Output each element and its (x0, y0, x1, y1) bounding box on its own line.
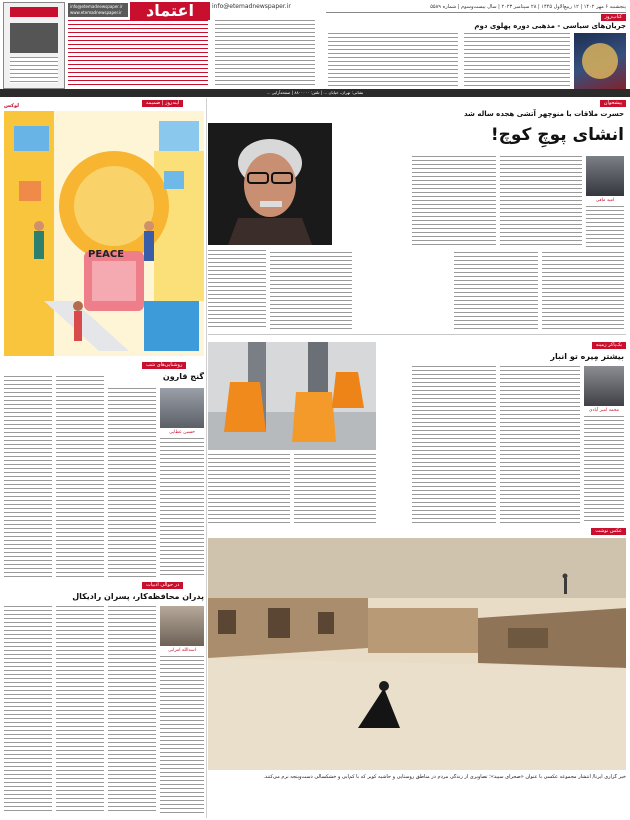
photo-story-caption: خبر گزاری ایرنا/ انتشار مجموعه عکسی با عنوان «صحرای سپید»؛ تصاویری از زندگی مردم در مناطق روستایی و حاشیه کویر که با کم‌آبی و خشکسالی دست‌وپنجه نرم می‌کنند. (263, 774, 626, 780)
lead-story-body (464, 33, 570, 87)
lead-story-col-2 (328, 33, 458, 87)
main-section-tag: پیشخوان (600, 100, 626, 107)
side-story-2-body-a (500, 366, 580, 524)
side-story-3-body-c (4, 606, 52, 814)
main-body-col-4 (542, 252, 624, 330)
main-author: امید مافی (595, 198, 615, 203)
side-story-3-body-d (160, 656, 204, 814)
lead-story-title[interactable]: جریان‌های سیاسی - مذهبی دوره پهلوی دوم (474, 22, 626, 30)
main-headline[interactable]: انشای پوچِ کوچ! (490, 125, 624, 145)
main-body-col-2 (586, 206, 624, 248)
side-story-1-author-photo (160, 388, 204, 428)
lead-story-tag: کتاب‌روز (601, 14, 626, 21)
masthead (0, 0, 630, 97)
side-story-3-headline[interactable]: پدران محافظه‌کار، پسران رادیکال (72, 592, 204, 601)
main-portrait-photo (208, 123, 332, 245)
side-story-2-tag: بک‌پاکر زمینه (592, 342, 626, 349)
side-story-1-author: حسین عطایی (169, 430, 195, 435)
masthead-logo: اعتماد (130, 2, 210, 20)
peace-text: PEACE (88, 249, 125, 260)
side-story-2-body-b (584, 416, 624, 524)
side-story-1-body-b (56, 376, 104, 578)
side-story-1-body-a (108, 388, 156, 578)
main-body-col-6 (270, 252, 352, 330)
masthead-email[interactable]: info@etemadnewspaper.ir (212, 3, 291, 10)
side-story-2-author-photo (584, 366, 624, 406)
masthead-footer: نشانی: تهران، خیابان ... | تلفن: ۸۸۰۰۰۰۰ | صفحه‌آرایی ... (0, 89, 630, 97)
masthead-website[interactable]: www.etemadnewspaper.ir (70, 10, 122, 15)
main-body-col-3 (412, 156, 496, 248)
dateline: پنجشنبه ۶ مهر ۱۴۰۲ | ۱۲ ربیع‌الاول ۱۴۴۵ | ۲۸ سپتامبر ۲۰۲۳ | سال بیست‌وسوم | شماره ۵۵۸۹ (430, 4, 626, 10)
side-story-2-body-c (412, 366, 496, 524)
photo-story-tag: عکس نوشت (591, 528, 626, 535)
side-story-3-author: اسدالله امرایی (168, 648, 196, 653)
main-kicker[interactable]: حسرت ملاقات با منوچهر آتشی هجده ساله شد (464, 110, 624, 118)
side-story-2-headline[interactable]: بیشتر مِیره تو انبار (550, 352, 624, 361)
side-story-3-body-b (56, 606, 104, 814)
book-cover-image (574, 33, 626, 93)
side-story-1-body-d (160, 438, 204, 578)
side-story-3-tag: در حوالی ادبیات (142, 582, 183, 589)
desert-village-photo (208, 538, 626, 770)
shopping-bags-photo (208, 342, 376, 450)
side-story-1-body-c (4, 376, 52, 578)
side-story-1-headline[interactable]: گنج قارون (162, 372, 204, 381)
masthead-contact (68, 3, 128, 17)
bags-story-body-b (294, 454, 376, 524)
bags-story-body-a (208, 454, 290, 524)
peace-puzzle-illustration (4, 111, 204, 356)
front-page-thumbnail[interactable] (3, 2, 65, 89)
side-story-3-author-photo (160, 606, 204, 646)
main-body-col-5 (454, 252, 538, 330)
main-author-photo (586, 156, 624, 196)
main-body-col-7 (208, 250, 266, 330)
side-story-2-author: محمد امیر آبادی (588, 408, 620, 413)
left-section-tag: آینه‌روز | ضمیمه (142, 100, 183, 107)
masthead-staff-list (68, 20, 208, 86)
left-section-label: لوکس (4, 103, 19, 109)
side-story-3-body-a (108, 606, 156, 814)
masthead-editorial-text (215, 20, 315, 86)
masthead-email-small[interactable]: info@etemadnewspaper.ir (70, 4, 123, 9)
side-story-1-tag: روشنایی‌های شب (142, 362, 186, 369)
main-body-col-1 (500, 156, 582, 248)
